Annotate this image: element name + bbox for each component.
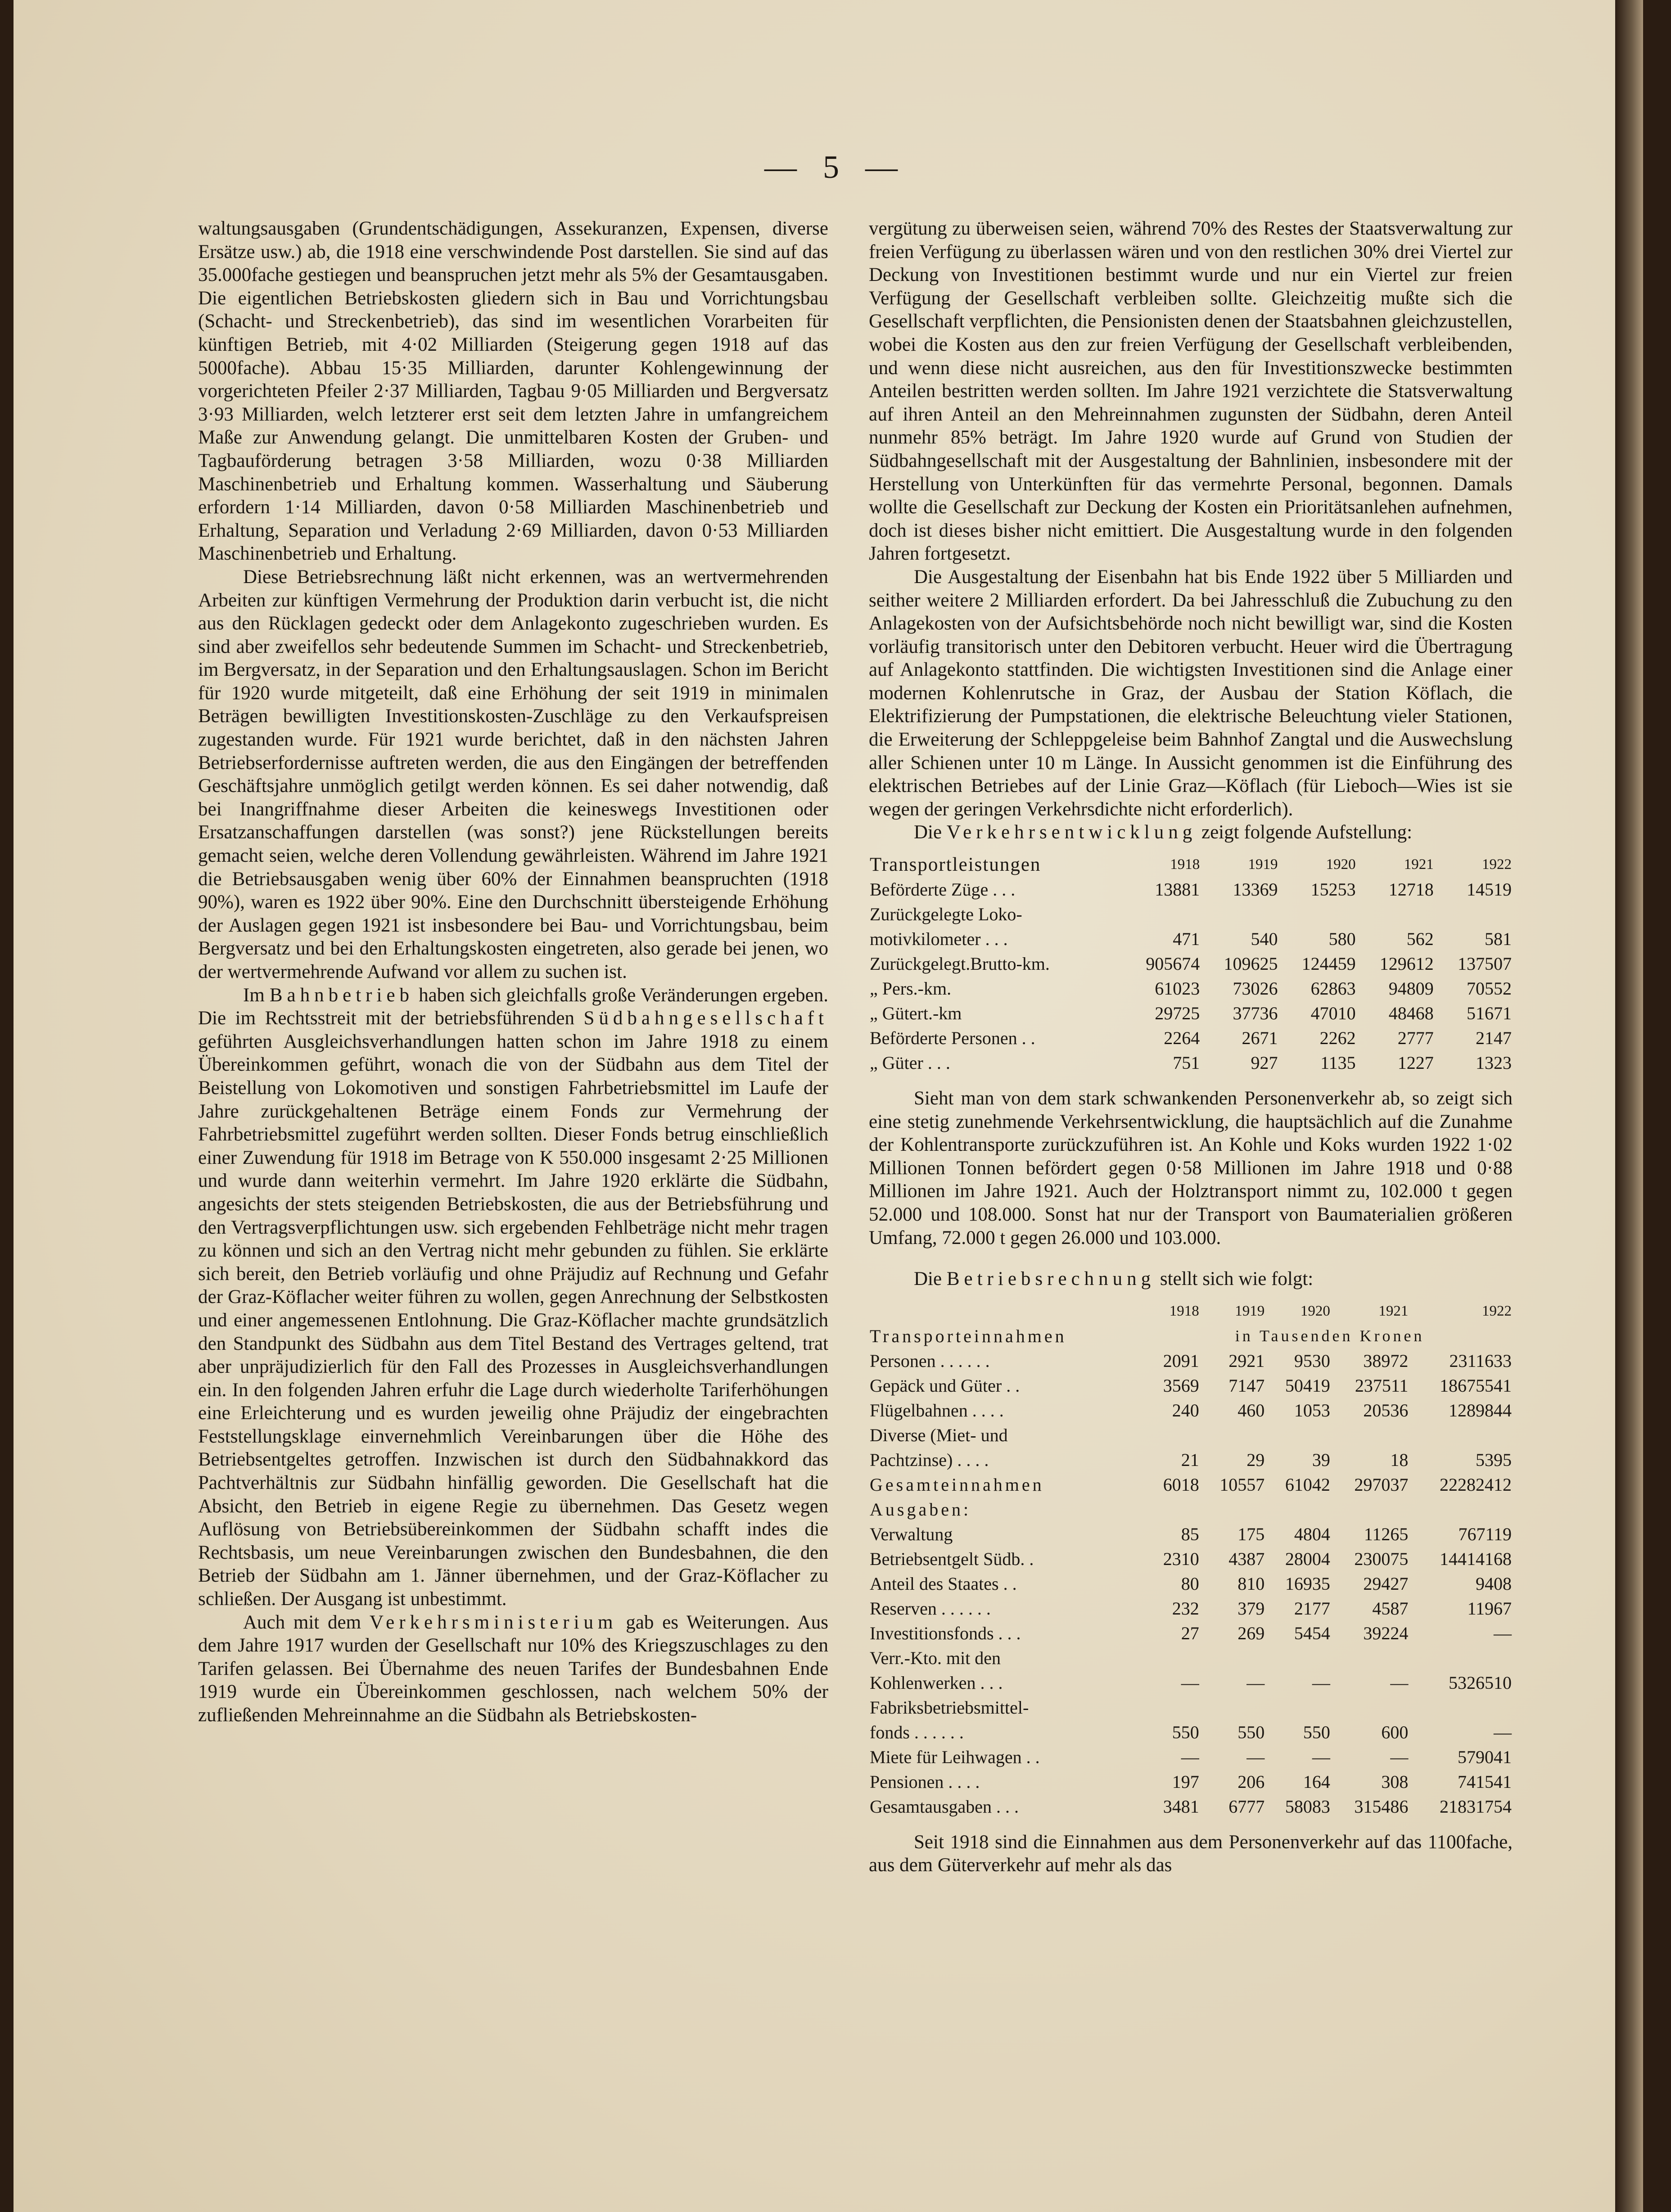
paragraph-betrieb-intro bbox=[869, 1267, 1513, 1291]
table-cell: — bbox=[1181, 1672, 1199, 1693]
betrieb-lead: Die bbox=[914, 1268, 942, 1290]
table-cell bbox=[1200, 1423, 1266, 1448]
year-header: 1920 bbox=[1326, 856, 1356, 873]
table-cell: 581 bbox=[1485, 929, 1512, 950]
table-cell: 129612 bbox=[1379, 954, 1434, 974]
finance-unit: in Tausenden Kronen bbox=[1235, 1326, 1425, 1345]
row-label: Gesamtausgaben . . . bbox=[870, 1796, 1019, 1817]
verkehr-heading: Verkehrsentwicklung bbox=[946, 822, 1197, 843]
ministerium-lead: Auch mit dem bbox=[243, 1611, 361, 1633]
row-label: Pensionen . . . . bbox=[870, 1771, 980, 1792]
table-cell: 51671 bbox=[1467, 1003, 1512, 1024]
row-label: Beförderte Züge . . . bbox=[870, 879, 1016, 900]
betrieb-text: stellt sich wie folgt: bbox=[1160, 1268, 1314, 1290]
table-cell: 164 bbox=[1303, 1771, 1330, 1792]
row-label: Verr.-Kto. mit den bbox=[870, 1647, 1001, 1668]
table-cell: 905674 bbox=[1146, 954, 1200, 974]
table-row bbox=[869, 1472, 1513, 1497]
row-label: Reserven . . . . . . bbox=[870, 1598, 991, 1619]
table-row bbox=[869, 1547, 1513, 1571]
table-cell: — bbox=[1246, 1746, 1265, 1767]
page-number: — 5 — bbox=[764, 149, 907, 185]
row-label: Miete für Leihwagen . . bbox=[870, 1746, 1040, 1767]
ministerium-heading: Verkehrsministerium bbox=[369, 1611, 618, 1633]
table-row bbox=[869, 976, 1513, 1001]
table-row bbox=[869, 1769, 1513, 1794]
table-cell: 70552 bbox=[1467, 978, 1512, 999]
transport-table bbox=[869, 852, 1513, 1075]
table-cell: 1289844 bbox=[1449, 1400, 1512, 1420]
table-cell: 47010 bbox=[1310, 1003, 1356, 1024]
bahnbetrieb-text-1: haben sich gleichfalls große Veränderungen ergeben. Die im Rechtsstreit mit der betriebsführenden bbox=[198, 984, 829, 1029]
table-cell bbox=[1265, 1423, 1331, 1448]
table-cell: 12718 bbox=[1388, 879, 1434, 900]
paragraph-ausgestaltung: Die Ausgestaltung der Eisenbahn hat bis Ende 1922 über 5 Milliarden und seither weitere 2 Milliarden erfordert. Da bei Jahresschluß die Zubuchung zu den Anlagekosten von der Aufsichtsbehörde noch nicht bewilligt war, sind die Kosten vorläufig transitorisch unter den Debitoren verbucht. Heuer wird die Übertragung auf Anlagekonto stattfinden. Die wichtigsten Investitionen sind die Anlage einer modernen Kohlenrutsche in Graz, der Ausbau der Station Köflach, die Elektrifizierung der Pumpstationen, die elektrische Beleuchtung vieler Stationen, die Erweiterung der Schleppgeleise beim Bahnhof Zangtal und die Auswechslung aller Schienen unter 10 m Länge. In Aussicht genommen ist die Einführung des elektrischen Betriebes auf der Linie Graz—Köflach (für Lieboch—Wies ist sie wegen der geringen Verkehrsdichte nicht erforderlich). bbox=[869, 566, 1513, 820]
year-header: 1920 bbox=[1300, 1303, 1330, 1319]
row-label: Pachtzinse) . . . . bbox=[870, 1449, 989, 1470]
income-rows bbox=[869, 1348, 1513, 1497]
table-cell: 767119 bbox=[1458, 1524, 1512, 1544]
paragraph-bahnbetrieb bbox=[198, 984, 828, 1611]
table-row bbox=[869, 1423, 1513, 1448]
left-column bbox=[198, 217, 828, 1727]
table-cell: 600 bbox=[1381, 1722, 1409, 1742]
table-cell: 20536 bbox=[1363, 1400, 1409, 1420]
year-header: 1922 bbox=[1482, 856, 1512, 873]
table-cell: — bbox=[1312, 1672, 1330, 1693]
table-cell: 61023 bbox=[1155, 978, 1200, 999]
table-cell: 550 bbox=[1303, 1722, 1330, 1742]
table-cell: 39 bbox=[1312, 1449, 1330, 1470]
expense-title-row bbox=[869, 1497, 1513, 1522]
table-cell: 206 bbox=[1237, 1771, 1265, 1792]
table-cell: 540 bbox=[1251, 929, 1278, 950]
table-cell: — bbox=[1246, 1672, 1265, 1693]
table-cell: 4587 bbox=[1372, 1598, 1409, 1619]
table-row bbox=[869, 1621, 1513, 1646]
row-label: Zurückgelegt.Brutto-km. bbox=[870, 954, 1050, 974]
table-cell: 94809 bbox=[1388, 978, 1434, 999]
table-cell: 1323 bbox=[1476, 1053, 1512, 1073]
table-cell: 48468 bbox=[1388, 1003, 1434, 1024]
table-cell: 240 bbox=[1172, 1400, 1199, 1420]
table-cell: 297037 bbox=[1354, 1474, 1409, 1495]
table-row bbox=[869, 1794, 1513, 1819]
table-cell: 109625 bbox=[1224, 954, 1278, 974]
table-cell: 580 bbox=[1328, 929, 1356, 950]
table-cell bbox=[1409, 1646, 1513, 1670]
table-cell: — bbox=[1494, 1623, 1512, 1643]
table-row bbox=[869, 1522, 1513, 1547]
suedbahngesellschaft-heading: Südbahngesellschaft bbox=[583, 1008, 828, 1029]
table-cell: 137507 bbox=[1458, 954, 1512, 974]
table-cell: 751 bbox=[1173, 1053, 1200, 1073]
table-cell: 579041 bbox=[1458, 1746, 1512, 1767]
table-cell: 927 bbox=[1251, 1053, 1278, 1073]
table-cell: 38972 bbox=[1363, 1350, 1409, 1371]
table-cell: 28004 bbox=[1285, 1548, 1330, 1569]
table-row bbox=[869, 1373, 1513, 1398]
table-cell: 2262 bbox=[1319, 1028, 1356, 1049]
table-cell: 379 bbox=[1237, 1598, 1265, 1619]
table-cell: — bbox=[1312, 1746, 1330, 1767]
table-cell: 10557 bbox=[1219, 1474, 1265, 1495]
table-row bbox=[869, 902, 1513, 927]
table-cell: 2177 bbox=[1294, 1598, 1330, 1619]
row-label: Gesamteinnahmen bbox=[870, 1474, 1044, 1495]
table-row bbox=[869, 1670, 1513, 1695]
table-cell: 6777 bbox=[1228, 1796, 1265, 1817]
table-cell: 73026 bbox=[1233, 978, 1278, 999]
table-cell bbox=[1357, 902, 1435, 927]
table-cell: 2311633 bbox=[1449, 1350, 1512, 1371]
row-label: „ Güter . . . bbox=[870, 1053, 950, 1073]
table-row bbox=[869, 1448, 1513, 1472]
table-cell: 1053 bbox=[1294, 1400, 1330, 1420]
table-cell: 237511 bbox=[1355, 1375, 1409, 1396]
year-header: 1918 bbox=[1169, 1303, 1199, 1319]
table-cell: — bbox=[1390, 1672, 1409, 1693]
verkehr-text: zeigt folgende Aufstellung: bbox=[1201, 822, 1413, 843]
transport-table-body bbox=[869, 877, 1513, 1075]
table-cell: 29 bbox=[1246, 1449, 1265, 1470]
table-cell bbox=[1265, 1646, 1331, 1670]
table-row bbox=[869, 1001, 1513, 1026]
table-cell: 2264 bbox=[1164, 1028, 1200, 1049]
row-label: „ Pers.-km. bbox=[870, 978, 952, 999]
transport-table-title: Transportleistungen bbox=[870, 854, 1041, 876]
verkehr-lead: Die bbox=[914, 822, 942, 843]
year-header: 1918 bbox=[1170, 856, 1200, 873]
row-label: Personen . . . . . . bbox=[870, 1350, 990, 1371]
bahnbetrieb-lead: Im bbox=[243, 984, 265, 1006]
table-cell: 39224 bbox=[1363, 1623, 1409, 1643]
expense-rows bbox=[869, 1522, 1513, 1819]
table-row bbox=[869, 1348, 1513, 1373]
table-cell: — bbox=[1181, 1746, 1199, 1767]
table-cell bbox=[1331, 1695, 1409, 1720]
paragraph-betriebskosten: waltungsausgaben (Grundentschädigungen, Assekuranzen, Expensen, diverse Ersätze usw.) ab, die 1918 eine verschwindende Post darstellen. Sie sind auf das 35.000fache gestiegen und beanspruchen jetzt mehr als 5% der Gesamtausgaben. Die eigentlichen Betriebskosten gliedern sich in Bau und Vorrichtungsbau (Schacht- und Streckenbetrieb), das sind im wesentlichen Vorarbeiten für künftigen Betrieb, mit 4·02 Milliarden (Steigerung gegen 1918 auf das 5000fache). Abbau 15·35 Milliarden, darunter Kohlengewinnung der vorgerichteten Pfeiler 2·37 Milliarden, Tagbau 9·05 Milliarden und Bergversatz 3·93 Milliarden, welch letzterer erst seit dem letzten Jahre in umfangreichem Maße zur Anwendung gelangt. Die unmittelbaren Kosten der Gruben- und Tagbauförderung betragen 3·58 Milliarden, wozu 0·38 Milliarden Maschinenbetrieb und Erhaltung kommen. Wasserhaltung und Säuberung erfordern 1·14 Milliarden, davon 0·58 Milliarden Maschinenbetrieb und Erhaltung, Separation und Verladung 2·69 Milliarden, davon 0·53 Milliarden Maschinenbetrieb und Erhaltung. bbox=[198, 218, 828, 565]
row-label: Fabriksbetriebsmittel- bbox=[870, 1697, 1029, 1718]
table-cell: 9408 bbox=[1476, 1573, 1512, 1594]
finance-year-row bbox=[869, 1299, 1513, 1324]
table-cell: 18675541 bbox=[1440, 1375, 1512, 1396]
table-row bbox=[869, 927, 1513, 951]
table-cell: 741541 bbox=[1458, 1771, 1512, 1792]
table-row bbox=[869, 951, 1513, 976]
table-cell bbox=[1409, 1423, 1513, 1448]
table-row bbox=[869, 1026, 1513, 1050]
table-row bbox=[869, 1596, 1513, 1621]
table-cell: 197 bbox=[1172, 1771, 1199, 1792]
table-cell: 85 bbox=[1181, 1524, 1199, 1544]
expense-title: Ausgaben: bbox=[870, 1499, 971, 1520]
row-label: Gepäck und Güter . . bbox=[870, 1375, 1020, 1396]
table-cell: 37736 bbox=[1233, 1003, 1278, 1024]
year-header: 1922 bbox=[1482, 1303, 1512, 1319]
table-row bbox=[869, 1720, 1513, 1745]
table-cell: 15253 bbox=[1310, 879, 1356, 900]
table-row bbox=[869, 1745, 1513, 1769]
table-cell: 315486 bbox=[1354, 1796, 1409, 1817]
table-cell: 29427 bbox=[1363, 1573, 1409, 1594]
table-row bbox=[869, 1571, 1513, 1596]
table-cell: 124459 bbox=[1301, 954, 1356, 974]
betrieb-heading: Betriebsrechnung bbox=[946, 1268, 1156, 1290]
table-cell: 50419 bbox=[1285, 1375, 1330, 1396]
table-cell bbox=[1278, 902, 1356, 927]
year-header: 1919 bbox=[1248, 856, 1278, 873]
table-cell: 9530 bbox=[1294, 1350, 1330, 1371]
bahnbetrieb-heading: Bahnbetrieb bbox=[269, 984, 414, 1006]
table-cell: 18 bbox=[1390, 1449, 1409, 1470]
table-cell: 22282412 bbox=[1440, 1474, 1512, 1495]
table-cell: 308 bbox=[1381, 1771, 1409, 1792]
table-row bbox=[869, 1050, 1513, 1075]
table-cell: 269 bbox=[1237, 1623, 1265, 1643]
table-cell bbox=[1147, 1695, 1200, 1720]
table-cell bbox=[1200, 1646, 1266, 1670]
table-row bbox=[869, 1646, 1513, 1670]
table-cell bbox=[1331, 1423, 1409, 1448]
finance-title-row bbox=[869, 1324, 1513, 1348]
table-cell: 4387 bbox=[1228, 1548, 1265, 1569]
table-row bbox=[869, 877, 1513, 902]
table-cell: 550 bbox=[1237, 1722, 1265, 1742]
page-edge bbox=[1615, 0, 1643, 2212]
table-cell bbox=[1409, 1695, 1513, 1720]
table-cell: 1227 bbox=[1397, 1053, 1434, 1073]
row-label: Verwaltung bbox=[870, 1524, 953, 1544]
table-cell: 2310 bbox=[1163, 1548, 1199, 1569]
table-cell: 62863 bbox=[1310, 978, 1356, 999]
table-cell: 14414168 bbox=[1440, 1548, 1512, 1569]
table-cell: 21831754 bbox=[1440, 1796, 1512, 1817]
table-cell: 1135 bbox=[1320, 1053, 1356, 1073]
table-cell: 58083 bbox=[1285, 1796, 1330, 1817]
table-cell bbox=[1123, 902, 1201, 927]
paragraph-closing: Seit 1918 sind die Einnahmen aus dem Personenverkehr auf das 1100fache, aus dem Güterverkehr auf mehr als das bbox=[869, 1831, 1513, 1876]
paragraph-after-transport: Sieht man von dem stark schwankenden Personenverkehr ab, so zeigt sich eine stetig zunehmende Verkehrsentwicklung, die hauptsächlich auf die Zunahme der Kohlentransporte zurückzuführen ist. An Kohle und Koks wurden 1922 1·02 Millionen Tonnen befördert gegen 0·58 Millionen im Jahre 1918 und 0·88 Millionen im Jahre 1921. Auch der Holztransport nimmt zu, 102.000 t gegen 52.000 und 108.000. Sonst hat nur der Transport von Baumaterialien größeren Umfang, 72.000 t gegen 26.000 und 103.000. bbox=[869, 1088, 1513, 1248]
table-cell: 21 bbox=[1181, 1449, 1199, 1470]
table-cell bbox=[1435, 902, 1513, 927]
table-cell: 80 bbox=[1181, 1573, 1199, 1594]
row-label: Zurückgelegte Loko- bbox=[870, 904, 1022, 925]
table-cell: 11967 bbox=[1467, 1598, 1512, 1619]
table-cell: 230075 bbox=[1354, 1548, 1409, 1569]
row-label: Investitionsfonds . . . bbox=[870, 1623, 1021, 1643]
table-cell: 5326510 bbox=[1449, 1672, 1512, 1693]
table-cell: 562 bbox=[1406, 929, 1434, 950]
bahnbetrieb-text-2: geführten Ausgleichsverhandlungen hatten schon im Jahre 1918 zu einem Übereinkommen geführt, wonach die von der Südbahn aus dem Titel der Beistellung von Lokomotiven und sonstigen Fahrbetriebsmittel im Laufe der Jahre zurückgehaltenen Beträge einem Fonds zur Vermehrung der Fahrbetriebsmittel zugeführt werden sollten. Dieser Fonds betrug einschließlich einer Zuwendung für 1918 im Betrage von K 550.000 insgesamt 2·25 Millionen und wurde dann weiterhin vermehrt. Im Jahre 1920 erklärte die Südbahn, angesichts der stets steigenden Betriebskosten, die aus der Betriebsführung und den Vertragsverpflichtungen usw. sich ergebenden Fehlbeträge nicht mehr tragen zu können und sich an den Vertrag nicht mehr gebunden zu fühlen. Sie erklärte sich bereit, den Betrieb vorläufig und ohne Präjudiz auf Rechnung und Gefahr der Graz-Köflacher weiter führen zu wollen, gegen Anrechnung der Selbstkosten und einer angemessenen Entlohnung. Die Graz-Köflacher machte grundsätzlich den Standpunkt des Südbahn aus dem Titel Bestand des Vertrages geltend, trat aber unpräjudizierlich für den Fall des Prozesses in Ausgleichsverhandlungen ein. In den folgenden Jahren erfuhr die Lage durch wiederholte Tariferhöhungen eine Erleichterung und es wurden jeweilig ohne Präjudiz der eingebrachten Feststellungsklage einvernehmlich Vereinbarungen über die Höhe des Betriebsentgeltes getroffen. Inzwischen ist durch den Südbahnakkord das Pachtverhältnis zur Südbahn hinfällig geworden. Die Gesellschaft hat die Absicht, den Betrieb in eigene Regie zu übernehmen. Das Gesetz wegen Auflösung von Betriebsübereinkommen der Südbahn schafft indes die Rechtsbasis, um neue Vereinbarungen zwischen den Bundesbahnen, die den Betrieb der Südbahn am 1. Jänner übernehmen, und der Graz-Köflacher zu schließen. Der Ausgang ist unbestimmt. bbox=[198, 1031, 828, 1610]
table-cell bbox=[1200, 1695, 1266, 1720]
row-label: fonds . . . . . . bbox=[870, 1722, 964, 1742]
row-label: Flügelbahnen . . . . bbox=[870, 1400, 1004, 1420]
paragraph-betriebsrechnung: Diese Betriebsrechnung läßt nicht erkennen, was an wertvermehrenden Arbeiten zur künftigen Vermehrung der Produktion darin verbucht ist, die nicht aus den Rücklagen gedeckt oder dem Anlagekonto zugeschrieben wurden. Es sind aber zweifellos sehr bedeutende Summen im Schacht- und Streckenbetrieb, im Bergversatz, in der Separation und den Erhaltungsauslagen. Schon im Bericht für 1920 wurde mitgeteilt, daß eine Erhöhung der seit 1919 in minimalen Beträgen bewilligten Investitionskosten-Zuschläge zu den Verkaufspreisen zugestanden wurde. Für 1921 wurde berichtet, daß in den nächsten Jahren Betriebserfordernisse auftreten werden, die aus den Eingängen der betreffenden Geschäftsjahre unmöglich getilgt werden können. Es sei daher notwendig, daß bei Inangriffnahme dieser Arbeiten die keineswegs Investitionen oder Ersatzanschaffungen darstellen (was sonst?) jene Rückstellungen bereits gemacht seien, welche deren Vollendung gewährleisten. Während im Jahre 1921 die Betriebsausgaben wenig über 60% der Einnahmen beanspruchten (1918 90%), waren es 1922 über 90%. Eine den Durchschnitt übersteigende Erhöhung der Auslagen gegen 1921 ist insbesondere bei Bau- und Vorrichtungsbau, beim Bergversatz und bei den Erhaltungskosten eingetreten, also gerade bei jenen, wo der wertvermehrende Aufwand vor allem zu suchen ist. bbox=[198, 566, 828, 982]
year-header: 1919 bbox=[1235, 1303, 1265, 1319]
table-cell bbox=[1331, 1646, 1409, 1670]
table-cell: 13369 bbox=[1233, 879, 1278, 900]
ministerium-text: gab es Weiterungen. Aus dem Jahre 1917 wurden der Gesellschaft nur 10% des Kriegszuschlages zu den Tarifen gelassen. Bei Übernahme des neuen Tarifes der Bundesbahnen Ende 1919 wurde ein Übereinkommen geschlossen, nach welchem 50% der zufließenden Mehreinnahme an die Südbahn als Betriebskosten- bbox=[198, 1611, 829, 1726]
row-label: Beförderte Personen . . bbox=[870, 1028, 1035, 1049]
table-cell: 4804 bbox=[1294, 1524, 1330, 1544]
table-cell bbox=[1147, 1646, 1200, 1670]
table-cell: 2091 bbox=[1163, 1350, 1199, 1371]
paragraph-verkehr-intro bbox=[869, 821, 1513, 844]
table-cell: 16935 bbox=[1285, 1573, 1330, 1594]
year-header: 1921 bbox=[1404, 856, 1434, 873]
transport-table-header bbox=[869, 852, 1513, 877]
right-column bbox=[869, 217, 1513, 1877]
table-cell bbox=[1201, 902, 1278, 927]
table-cell: 13881 bbox=[1155, 879, 1200, 900]
year-header: 1921 bbox=[1378, 1303, 1409, 1319]
table-cell: 3569 bbox=[1163, 1375, 1199, 1396]
row-label: Kohlenwerken . . . bbox=[870, 1672, 1003, 1693]
table-cell: 29725 bbox=[1155, 1003, 1200, 1024]
table-cell: 550 bbox=[1172, 1722, 1199, 1742]
finance-table-title: Transporteinnahmen bbox=[870, 1325, 1067, 1346]
row-label: Diverse (Miet- und bbox=[870, 1425, 1008, 1445]
table-cell: 5454 bbox=[1294, 1623, 1330, 1643]
row-label: „ Gütert.-km bbox=[870, 1003, 962, 1024]
table-cell: 175 bbox=[1237, 1524, 1265, 1544]
finance-table bbox=[869, 1299, 1513, 1819]
table-cell: 810 bbox=[1237, 1573, 1265, 1594]
table-cell: 11265 bbox=[1364, 1524, 1409, 1544]
table-cell bbox=[1265, 1695, 1331, 1720]
table-cell: 7147 bbox=[1228, 1375, 1265, 1396]
table-cell: 3481 bbox=[1163, 1796, 1199, 1817]
row-label: Anteil des Staates . . bbox=[870, 1573, 1017, 1594]
table-cell: 2777 bbox=[1397, 1028, 1434, 1049]
table-cell: 232 bbox=[1172, 1598, 1199, 1619]
table-cell: 5395 bbox=[1476, 1449, 1512, 1470]
table-cell: 2671 bbox=[1242, 1028, 1278, 1049]
table-cell: — bbox=[1390, 1746, 1409, 1767]
table-cell: 14519 bbox=[1467, 879, 1512, 900]
row-label: Betriebsentgelt Südb. . bbox=[870, 1548, 1034, 1569]
table-cell: 460 bbox=[1237, 1400, 1265, 1420]
paragraph-verguetung: vergütung zu überweisen seien, während 70% des Restes der Staatsverwaltung zur freien Verfügung zu überlassen wären und von den restlichen 30% drei Viertel zur Deckung von Investitionen bestimmt wurde und nur ein Viertel zur freien Verfügung der Gesellschaft verbleiben sollte. Gleichzeitig mußte sich die Gesellschaft verpflichten, die Pensionisten denen der Staatsbahnen gleichzustellen, wobei die Kosten aus den zur freien Verfügung der Gesellschaft verbleibenden, und wenn diese nicht ausreichen, aus den für Investitionszwecke bestimmten Anteilen bestritten werden sollten. Im Jahre 1921 verzichtete die Statsverwaltung auf ihren Anteil an den Mehreinnahmen zugunsten der Südbahn, deren Anteil nunmehr 85% beträgt. Im Jahre 1920 wurde auf Grund von Studien der Südbahngesellschaft mit der Ausgestaltung der Bahnlinien, insbesondere mit der Herstellung von Unterkünften für das vermehrte Personal, begonnen. Damals wollte die Gesellschaft zur Deckung der Kosten ein Prioritätsanlehen aufnehmen, doch ist dieses bisher nicht emittiert. Die Ausgestaltung wurde in den folgenden Jahren fortgesetzt. bbox=[869, 218, 1513, 565]
table-cell: 2147 bbox=[1476, 1028, 1512, 1049]
paragraph-ministerium bbox=[198, 1611, 828, 1727]
table-cell: 61042 bbox=[1285, 1474, 1330, 1495]
table-cell: 27 bbox=[1181, 1623, 1199, 1643]
table-row bbox=[869, 1398, 1513, 1423]
table-cell: 2921 bbox=[1228, 1350, 1265, 1371]
table-cell: — bbox=[1494, 1722, 1512, 1742]
table-cell: 471 bbox=[1173, 929, 1200, 950]
table-cell: 6018 bbox=[1163, 1474, 1199, 1495]
table-row bbox=[869, 1695, 1513, 1720]
row-label: motivkilometer . . . bbox=[870, 929, 1008, 950]
table-cell bbox=[1147, 1423, 1200, 1448]
